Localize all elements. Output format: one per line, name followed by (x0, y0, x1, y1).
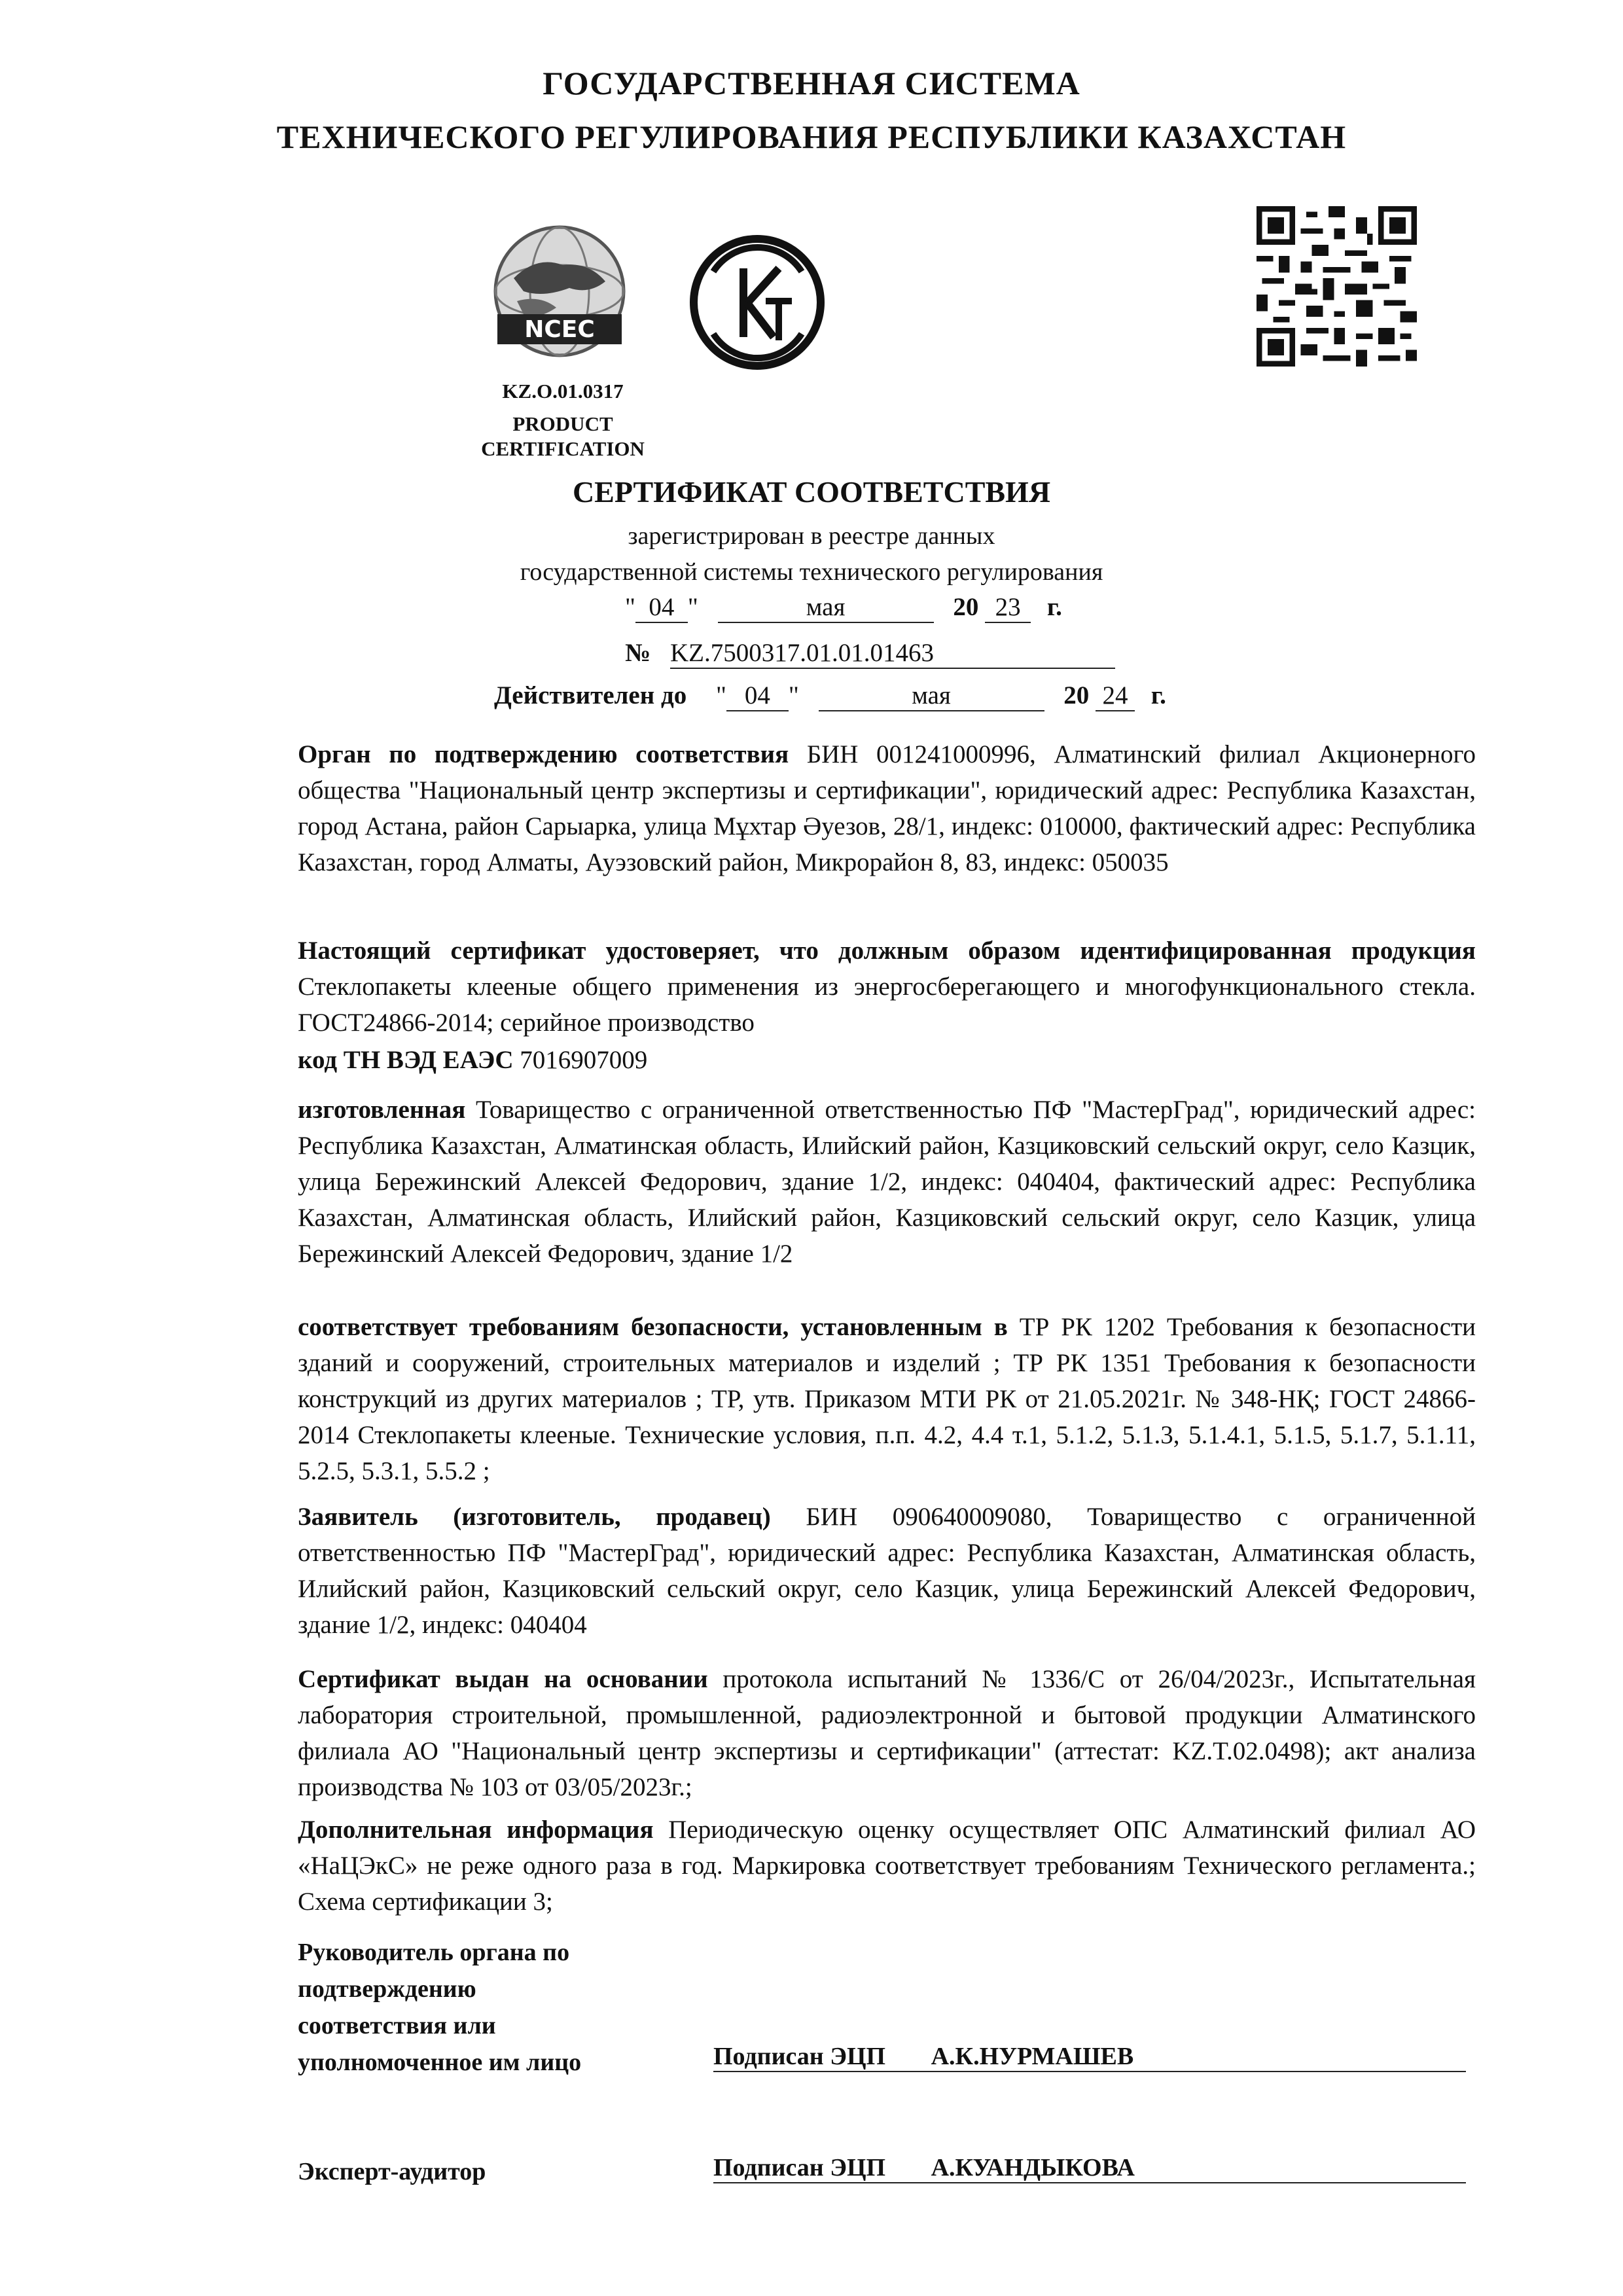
product-text: Стеклопакеты клееные общего применения из энергосберегающего и многофункционального стекла. ГОСТ24866-2014; серийное производство (298, 973, 1476, 1037)
issue-month: мая (718, 592, 934, 623)
organ-text: БИН 001241000996, Алматинский филиал Акционерного общества "Национальный центр экспертизы и сертификации", юридический адрес: Республика Казахстан, город Астана, район Сарыарка, улица Мұхтар Әуезов, 28/1, индекс: 010000, фактический адрес: Республика Казахстан, город Алматы, Ауэзовский район, Микрорайон 8, 83, индекс: 050035 (298, 740, 1476, 876)
expert-signature-line (713, 2153, 1466, 2183)
conformity-mark-icon (687, 232, 828, 373)
code-section (298, 1042, 1476, 1078)
expert-signed: Подписан ЭЦП (713, 2154, 886, 2181)
requirements-text: ТР РК 1202 Требования к безопасности зданий и сооружений, строительных материалов и изделий ; ТР РК 1351 Требования к безопасности конструкций из других материалов ; ТР, утв. Приказом МТИ РК от 21.05.2021г. № 348-НҚ; ГОСТ 24866-2014 Стеклопакеты клееные. Технические условия, п.п. 4.2, 4.4 т.1, 5.1.2, 5.1.3, 5.1.4.1, 5.1.5, 5.1.7, 5.1.11, 5.2.5, 5.3.1, 5.5.2 ; (298, 1313, 1476, 1485)
requirements-section (298, 1309, 1476, 1489)
globe-logo-icon (478, 216, 641, 380)
issue-year-prefix: 20 (953, 593, 979, 621)
valid-day: 04 (726, 681, 789, 711)
logo-text: NCEC (524, 316, 595, 343)
number-value: KZ.7500317.01.01.01463 (670, 638, 1115, 669)
applicant-label: Заявитель (изготовитель, продавец) (298, 1503, 771, 1531)
issue-year-suffix: 23 (985, 592, 1031, 623)
manufacturer-text: Товарищество с ограниченной ответственностью ПФ "МастерГрад", юридический адрес: Республика Казахстан, Алматинская область, Илийский район, Казциковский сельский округ, село Казцик, улица Бережинский Алексей Федорович, здание 1/2, индекс: 040404, фактический адрес: Республика Казахстан, Алматинская область, Илийский район, Казциковский сельский округ, село Казцик, улица Бережинский Алексей Федорович, здание 1/2 (298, 1096, 1476, 1268)
certification-label: CERTIFICATION (481, 437, 645, 460)
additional-section (298, 1812, 1476, 1920)
head-signature-line (713, 2042, 1466, 2072)
valid-g: г. (1150, 681, 1166, 709)
requirements-label: соответствует требованиям безопасности, установленным в (298, 1313, 1008, 1341)
valid-month: мая (819, 681, 1044, 711)
valid-until: Действителен до " 04 " мая 20 24 г. (494, 681, 1166, 711)
head-label-line-3: соответствия или (298, 2012, 496, 2039)
applicant-section (298, 1499, 1476, 1643)
applicant-text: БИН 090640009080, Товарищество с ограниченной ответственностью ПФ "МастерГрад", юридический адрес: Республика Казахстан, Алматинская область, Илийский район, Казциковский сельский округ, село Казцик, улица Бережинский Алексей Федорович, здание 1/2, индекс: 040404 (298, 1503, 1476, 1639)
additional-label: Дополнительная информация (298, 1816, 654, 1844)
code-text: 7016907009 (513, 1046, 648, 1074)
registered-line-1: зарегистрирован в реестре данных (628, 522, 995, 550)
head-signature-label (298, 1934, 581, 2081)
head-label-line-1: Руководитель органа по (298, 1939, 570, 1966)
header-line-1: ГОСУДАРСТВЕННАЯ СИСТЕМА (543, 65, 1080, 101)
certificate-title: СЕРТИФИКАТ СООТВЕТСТВИЯ (572, 475, 1051, 509)
valid-year-suffix: 24 (1096, 681, 1135, 711)
code-label: код ТН ВЭД ЕАЭС (298, 1046, 514, 1074)
qr-code-icon (1257, 206, 1417, 367)
product-label: PRODUCT (512, 412, 613, 435)
expert-label: Эксперт-аудитор (298, 2158, 486, 2185)
issue-day: 04 (635, 592, 688, 623)
issue-date: " 04 " мая 20 23 г. (625, 592, 1062, 623)
head-label-line-4: уполномоченное им лицо (298, 2049, 582, 2076)
organ-label: Орган по подтверждению соответствия (298, 740, 789, 768)
valid-until-label: Действителен до (494, 681, 687, 709)
manufacturer-label: изготовленная (298, 1096, 466, 1124)
manufacturer-section (298, 1092, 1476, 1272)
expert-name: А.КУАНДЫКОВА (931, 2154, 1135, 2181)
head-signed: Подписан ЭЦП (713, 2043, 886, 2070)
valid-year-prefix: 20 (1063, 681, 1090, 709)
issue-g: г. (1046, 593, 1062, 621)
certificate-number (625, 638, 1115, 669)
org-code: KZ.O.01.0317 (502, 380, 624, 403)
registered-line-2: государственной системы технического регулирования (520, 558, 1103, 586)
product-label-text: Настоящий сертификат удостоверяет, что должным образом идентифицированная продукция (298, 937, 1476, 965)
header-line-2: ТЕХНИЧЕСКОГО РЕГУЛИРОВАНИЯ РЕСПУБЛИКИ КАЗАХСТАН (276, 118, 1347, 155)
head-label-line-2: подтверждению (298, 1975, 476, 2003)
basis-section (298, 1661, 1476, 1805)
basis-label: Сертификат выдан на основании (298, 1665, 708, 1693)
additional-text: Периодическую оценку осуществляет ОПС Алматинский филиал АО «НаЦЭкС» не реже одного раза в год. Маркировка соответствует требованиям Технического регламента.; Схема сертификации 3; (298, 1816, 1476, 1916)
organ-section (298, 736, 1476, 880)
number-label: № (625, 639, 651, 667)
head-name: А.К.НУРМАШЕВ (931, 2043, 1134, 2070)
basis-text: протокола испытаний № 1336/С от 26/04/2023г., Испытательная лаборатория строительной, промышленной, радиоэлектронной и бытовой продукции Алматинского филиала АО "Национальный центр экспертизы и сертификации" (аттестат: KZ.T.02.0498); акт анализа производства № 103 от 03/05/2023г.; (298, 1665, 1476, 1801)
product-section (298, 933, 1476, 1041)
